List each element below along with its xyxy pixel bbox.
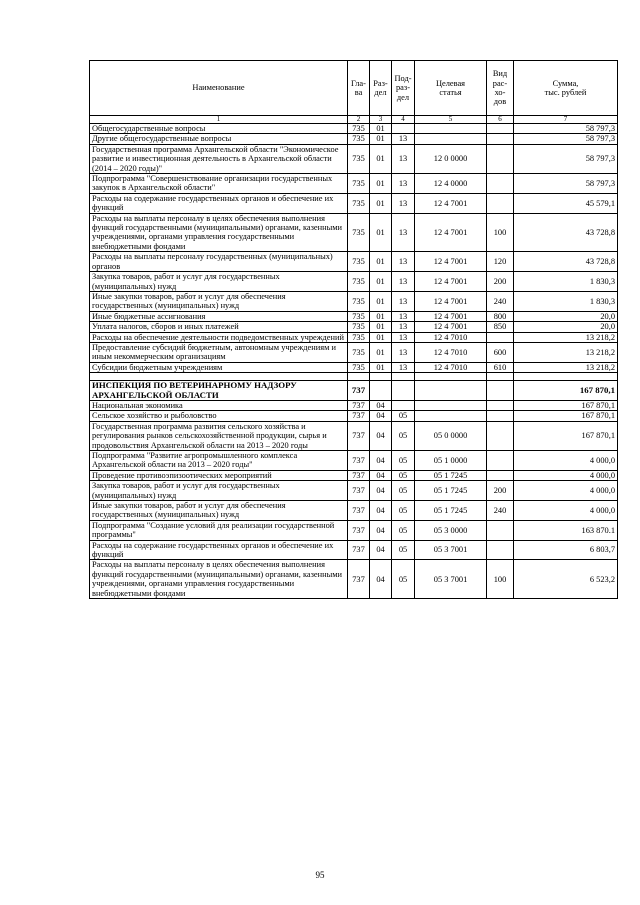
cell-glava: 735 — [348, 332, 370, 342]
cell-name: Уплата налогов, сборов и иных платежей — [90, 322, 348, 332]
cell-vid: 850 — [487, 322, 514, 332]
cell-sum: 13 218,2 — [514, 362, 618, 372]
cell-razdel: 04 — [370, 451, 392, 471]
cell-sum: 4 000,0 — [514, 481, 618, 501]
cell-razdel: 01 — [370, 291, 392, 311]
cell-glava: 735 — [348, 213, 370, 252]
cell-razdel — [370, 381, 392, 401]
table-row — [90, 520, 618, 540]
cell-glava: 735 — [348, 193, 370, 213]
table-row — [90, 400, 618, 410]
cell-glava: 735 — [348, 134, 370, 144]
header-target: Целевая статья — [415, 61, 487, 116]
cell-podrazdel: 13 — [392, 342, 415, 362]
cell-vid: 100 — [487, 560, 514, 599]
col-number: 1 — [90, 116, 348, 124]
cell-name: Сельское хозяйство и рыболовство — [90, 411, 348, 421]
cell-target: 12 4 7001 — [415, 213, 487, 252]
cell-glava: 735 — [348, 124, 370, 134]
col-number: 2 — [348, 116, 370, 124]
cell-glava: 735 — [348, 174, 370, 194]
cell-glava: 737 — [348, 451, 370, 471]
cell-name: Национальная экономика — [90, 400, 348, 410]
cell-podrazdel — [392, 381, 415, 401]
cell-vid: 610 — [487, 362, 514, 372]
cell-vid: 120 — [487, 252, 514, 272]
cell-name: Государственная программа развития сельского хозяйства и регулирования рынков сельскохозяйственной продукции, сырья и продовольствия Архангельской области на 2013 – 2020 годы — [90, 421, 348, 450]
cell-target: 12 4 7001 — [415, 272, 487, 292]
cell-podrazdel — [392, 400, 415, 410]
cell-glava: 737 — [348, 400, 370, 410]
cell-sum: 4 000,0 — [514, 451, 618, 471]
cell-name: Расходы на выплаты персоналу в целях обеспечения выполнения функций государственными (муниципальными) органами, казенными учреждениями, органами управления государственными внебюджетными фондами — [90, 213, 348, 252]
cell-sum: 13 218,2 — [514, 342, 618, 362]
cell-sum: 58 797,3 — [514, 134, 618, 144]
cell-podrazdel — [392, 124, 415, 134]
cell-glava: 737 — [348, 421, 370, 450]
cell-vid — [487, 421, 514, 450]
page-number: 95 — [315, 870, 325, 880]
cell-glava: 737 — [348, 560, 370, 599]
cell-glava: 737 — [348, 411, 370, 421]
cell-name: Расходы на выплаты персоналу государственных (муниципальных) органов — [90, 252, 348, 272]
header-podrazdel: Под- раз- дел — [392, 61, 415, 116]
cell-razdel: 04 — [370, 400, 392, 410]
cell-glava: 737 — [348, 540, 370, 560]
cell-target — [415, 381, 487, 401]
cell-vid: 100 — [487, 213, 514, 252]
cell-name: Расходы на содержание государственных органов и обеспечение их функций — [90, 193, 348, 213]
table-row — [90, 411, 618, 421]
empty-cell — [487, 373, 514, 381]
cell-vid — [487, 332, 514, 342]
cell-sum: 167 870,1 — [514, 411, 618, 421]
cell-glava: 735 — [348, 252, 370, 272]
cell-name: Закупка товаров, работ и услуг для государственных (муниципальных) нужд — [90, 272, 348, 292]
cell-target — [415, 134, 487, 144]
cell-name: Общегосударственные вопросы — [90, 124, 348, 134]
cell-sum: 6 803,7 — [514, 540, 618, 560]
empty-cell — [514, 373, 618, 381]
header-vid: Вид рас- хо- дов — [487, 61, 514, 116]
cell-sum: 20,0 — [514, 311, 618, 321]
cell-podrazdel: 05 — [392, 540, 415, 560]
cell-vid — [487, 174, 514, 194]
table-row — [90, 124, 618, 134]
table-row — [90, 174, 618, 194]
cell-podrazdel: 05 — [392, 501, 415, 521]
cell-name: ИНСПЕКЦИЯ ПО ВЕТЕРИНАРНОМУ НАДЗОРУ АРХАНГЕЛЬСКОЙ ОБЛАСТИ — [90, 381, 348, 401]
header-razdel: Раз- дел — [370, 61, 392, 116]
cell-glava: 735 — [348, 311, 370, 321]
cell-glava: 735 — [348, 342, 370, 362]
column-number-row — [90, 116, 618, 124]
cell-vid — [487, 451, 514, 471]
table-row — [90, 362, 618, 372]
cell-target: 12 4 7001 — [415, 193, 487, 213]
cell-razdel: 01 — [370, 213, 392, 252]
col-number: 3 — [370, 116, 392, 124]
table-row — [90, 322, 618, 332]
cell-sum: 167 870,1 — [514, 400, 618, 410]
table-row — [90, 144, 618, 173]
col-number: 4 — [392, 116, 415, 124]
cell-razdel: 01 — [370, 252, 392, 272]
cell-vid — [487, 134, 514, 144]
cell-glava: 735 — [348, 362, 370, 372]
cell-name: Другие общегосударственные вопросы — [90, 134, 348, 144]
cell-sum: 58 797,3 — [514, 174, 618, 194]
cell-target: 12 4 7001 — [415, 322, 487, 332]
cell-name: Расходы на выплаты персоналу в целях обеспечения выполнения функций государственными (муниципальными) органами, казенными учреждениями, органами управления государственными внебюджетными фондами — [90, 560, 348, 599]
cell-name: Иные закупки товаров, работ и услуг для обеспечения государственных (муниципальных) нужд — [90, 501, 348, 521]
cell-razdel: 04 — [370, 540, 392, 560]
cell-name: Подпрограмма "Развитие агропромышленного комплекса Архангельской области на 2013 – 2020 годы" — [90, 451, 348, 471]
cell-podrazdel: 13 — [392, 332, 415, 342]
cell-target — [415, 400, 487, 410]
cell-sum: 167 870,1 — [514, 381, 618, 401]
cell-glava: 737 — [348, 501, 370, 521]
cell-podrazdel: 13 — [392, 362, 415, 372]
cell-razdel: 01 — [370, 332, 392, 342]
empty-cell — [415, 373, 487, 381]
cell-razdel: 01 — [370, 124, 392, 134]
table-row — [90, 272, 618, 292]
cell-razdel: 04 — [370, 520, 392, 540]
cell-podrazdel: 13 — [392, 174, 415, 194]
cell-razdel: 01 — [370, 322, 392, 332]
cell-razdel: 01 — [370, 134, 392, 144]
col-number: 5 — [415, 116, 487, 124]
cell-vid: 240 — [487, 501, 514, 521]
header-glava: Гла- ва — [348, 61, 370, 116]
col-number: 6 — [487, 116, 514, 124]
cell-target: 05 1 7245 — [415, 501, 487, 521]
cell-name: Закупка товаров, работ и услуг для государственных (муниципальных) нужд — [90, 481, 348, 501]
cell-target: 12 4 7001 — [415, 311, 487, 321]
cell-target: 12 4 7010 — [415, 362, 487, 372]
cell-target: 12 4 7001 — [415, 252, 487, 272]
cell-vid — [487, 381, 514, 401]
cell-sum: 1 830,3 — [514, 272, 618, 292]
table-row — [90, 213, 618, 252]
cell-glava: 735 — [348, 144, 370, 173]
cell-vid — [487, 400, 514, 410]
empty-cell — [370, 373, 392, 381]
cell-name: Субсидии бюджетным учреждениям — [90, 362, 348, 372]
cell-glava: 737 — [348, 470, 370, 480]
cell-vid — [487, 470, 514, 480]
cell-target: 12 0 0000 — [415, 144, 487, 173]
cell-sum: 43 728,8 — [514, 252, 618, 272]
table-row — [90, 470, 618, 480]
table-row — [90, 332, 618, 342]
cell-name: Государственная программа Архангельской области "Экономическое развитие и инвестиционная деятельность в Архангельской области (2014 – 2020 годы)" — [90, 144, 348, 173]
cell-podrazdel: 05 — [392, 411, 415, 421]
cell-podrazdel: 05 — [392, 470, 415, 480]
budget-table — [89, 60, 618, 599]
cell-target: 05 1 7245 — [415, 470, 487, 480]
cell-podrazdel: 13 — [392, 322, 415, 332]
table-row — [90, 501, 618, 521]
cell-razdel: 01 — [370, 144, 392, 173]
cell-name: Расходы на обеспечение деятельности подведомственных учреждений — [90, 332, 348, 342]
cell-target: 12 4 7010 — [415, 332, 487, 342]
cell-name: Расходы на содержание государственных органов и обеспечение их функций — [90, 540, 348, 560]
cell-glava: 737 — [348, 381, 370, 401]
cell-vid — [487, 193, 514, 213]
cell-sum: 58 797,3 — [514, 144, 618, 173]
cell-target: 12 4 7001 — [415, 291, 487, 311]
cell-razdel: 04 — [370, 470, 392, 480]
cell-razdel: 01 — [370, 193, 392, 213]
cell-sum: 167 870,1 — [514, 421, 618, 450]
table-row — [90, 560, 618, 599]
table-row — [90, 481, 618, 501]
cell-target: 05 1 7245 — [415, 481, 487, 501]
cell-podrazdel: 13 — [392, 291, 415, 311]
cell-vid: 600 — [487, 342, 514, 362]
cell-podrazdel: 13 — [392, 134, 415, 144]
cell-name: Иные бюджетные ассигнования — [90, 311, 348, 321]
cell-sum: 20,0 — [514, 322, 618, 332]
cell-name: Иные закупки товаров, работ и услуг для обеспечения государственных (муниципальных) нужд — [90, 291, 348, 311]
cell-name: Подпрограмма "Совершенствование организации государственных закупок в Архангельской области" — [90, 174, 348, 194]
cell-glava: 735 — [348, 272, 370, 292]
table-row — [90, 451, 618, 471]
cell-vid — [487, 540, 514, 560]
cell-podrazdel: 05 — [392, 421, 415, 450]
cell-razdel: 01 — [370, 342, 392, 362]
cell-podrazdel: 05 — [392, 520, 415, 540]
cell-sum: 1 830,3 — [514, 291, 618, 311]
table-row — [90, 193, 618, 213]
cell-podrazdel: 13 — [392, 252, 415, 272]
cell-podrazdel: 13 — [392, 311, 415, 321]
table-row — [90, 252, 618, 272]
cell-podrazdel: 13 — [392, 144, 415, 173]
cell-name: Предоставление субсидий бюджетным, автономным учреждениям и иным некоммерческим организациям — [90, 342, 348, 362]
cell-sum: 163 870.1 — [514, 520, 618, 540]
cell-sum: 6 523,2 — [514, 560, 618, 599]
cell-vid — [487, 124, 514, 134]
cell-podrazdel: 05 — [392, 451, 415, 471]
table-row — [90, 311, 618, 321]
cell-target: 12 4 7010 — [415, 342, 487, 362]
cell-sum: 4 000,0 — [514, 501, 618, 521]
cell-razdel: 04 — [370, 501, 392, 521]
cell-target: 05 3 0000 — [415, 520, 487, 540]
cell-razdel: 01 — [370, 272, 392, 292]
col-number: 7 — [514, 116, 618, 124]
table-row — [90, 421, 618, 450]
table-row — [90, 291, 618, 311]
table-body — [90, 124, 618, 599]
cell-name: Подпрограмма "Создание условий для реализации государственной программы" — [90, 520, 348, 540]
cell-razdel: 04 — [370, 411, 392, 421]
cell-podrazdel: 05 — [392, 481, 415, 501]
cell-vid: 800 — [487, 311, 514, 321]
cell-target: 05 0 0000 — [415, 421, 487, 450]
cell-sum: 4 000,0 — [514, 470, 618, 480]
cell-sum: 58 797,3 — [514, 124, 618, 134]
cell-podrazdel: 05 — [392, 560, 415, 599]
cell-razdel: 01 — [370, 174, 392, 194]
cell-podrazdel: 13 — [392, 272, 415, 292]
cell-target: 05 3 7001 — [415, 540, 487, 560]
cell-razdel: 01 — [370, 362, 392, 372]
empty-cell — [392, 373, 415, 381]
cell-razdel: 04 — [370, 421, 392, 450]
cell-vid: 240 — [487, 291, 514, 311]
cell-target — [415, 124, 487, 134]
cell-sum: 43 728,8 — [514, 213, 618, 252]
cell-podrazdel: 13 — [392, 213, 415, 252]
table-row — [90, 540, 618, 560]
cell-razdel: 01 — [370, 311, 392, 321]
cell-glava: 735 — [348, 322, 370, 332]
header-name: Наименование — [90, 61, 348, 116]
cell-vid — [487, 411, 514, 421]
cell-vid — [487, 144, 514, 173]
cell-vid — [487, 520, 514, 540]
table-row — [90, 134, 618, 144]
cell-sum: 13 218,2 — [514, 332, 618, 342]
cell-name: Проведение противоэпизоотических мероприятий — [90, 470, 348, 480]
cell-razdel: 04 — [370, 481, 392, 501]
cell-vid: 200 — [487, 272, 514, 292]
table-row — [90, 342, 618, 362]
cell-vid: 200 — [487, 481, 514, 501]
cell-target: 05 1 0000 — [415, 451, 487, 471]
cell-sum: 45 579,1 — [514, 193, 618, 213]
cell-glava: 737 — [348, 481, 370, 501]
cell-podrazdel: 13 — [392, 193, 415, 213]
cell-glava: 737 — [348, 520, 370, 540]
cell-target: 05 3 7001 — [415, 560, 487, 599]
header-row — [90, 61, 618, 116]
cell-target: 12 4 0000 — [415, 174, 487, 194]
cell-glava: 735 — [348, 291, 370, 311]
table-row — [90, 381, 618, 401]
empty-cell — [348, 373, 370, 381]
cell-razdel: 04 — [370, 560, 392, 599]
header-sum: Сумма, тыс. рублей — [514, 61, 618, 116]
cell-target — [415, 411, 487, 421]
